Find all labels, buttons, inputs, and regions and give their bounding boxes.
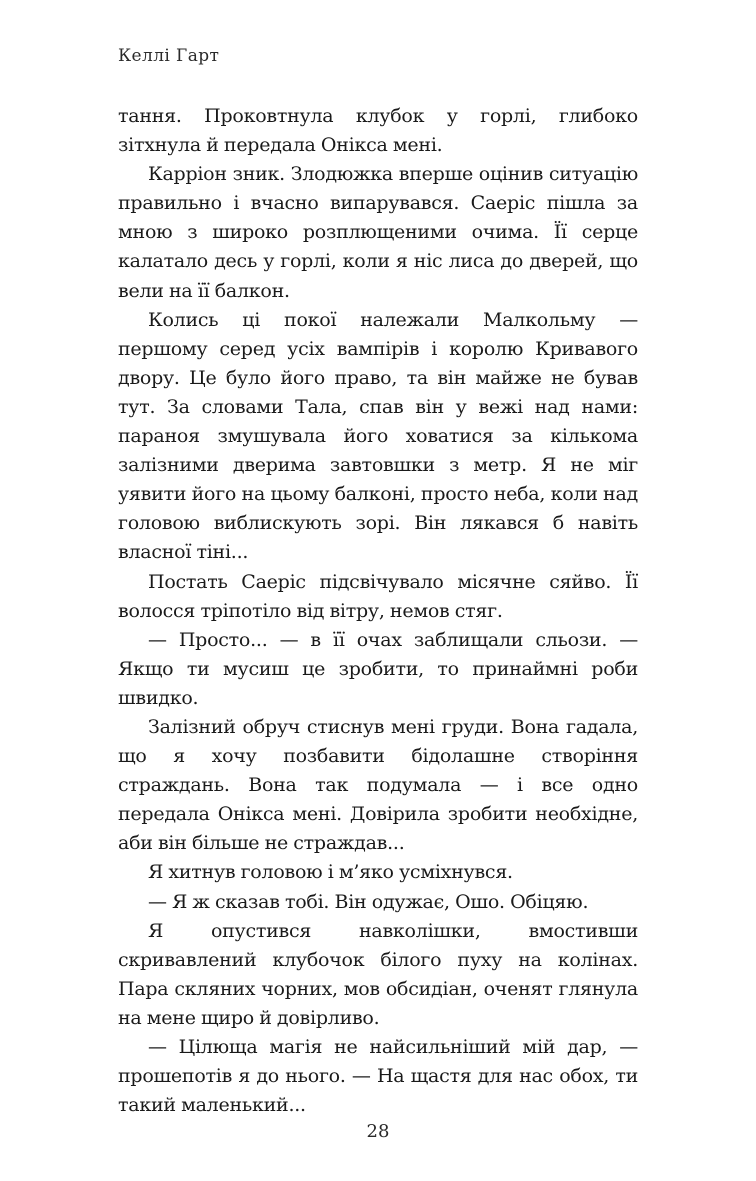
paragraph: тання. Проковтнула клубок у горлі, глибоко зітхнула й передала Онікса мені.	[118, 105, 638, 157]
paragraph: Колись ці покої належали Малкольму — першому серед усіх вампірів і королю Кривавого двору. Це було його право, та він майже не бував тут. За словами Тала, спав він у вежі над нами: параноя змушувала його ховатися за кількома залізними дверима завтовшки з метр. Я не міг уявити його на цьому балконі, просто неба, коли над головою виблискують зорі. Він лякався б навіть власної тіні...	[118, 308, 638, 564]
page-number: 28	[366, 1121, 390, 1142]
body-text	[118, 102, 638, 1120]
paragraph: Я хитнув головою і м’яко усміхнувся.	[148, 861, 513, 884]
paragraph: — Я ж сказав тобі. Він одужає, Ошо. Обіцяю.	[148, 890, 589, 913]
paragraph: Залізний обруч стиснув мені груди. Вона гадала, що я хочу позбавити бідолашне створіння страждань. Вона так подумала — і все одно передала Онікса мені. Довірила зробити необхідне, аби він більше не страждав...	[118, 715, 638, 855]
running-head: Келлі Гарт	[118, 46, 220, 66]
paragraph: Я опустився навколішки, вмостивши скривавлений клубочок білого пуху на колінах. Пара скляних чорних, мов обсидіан, оченят глянула на мене щиро й довірливо.	[118, 919, 638, 1029]
paragraph: Карріон зник. Злодюжка вперше оцінив ситуацію правильно і вчасно випарувався. Саеріс пішла за мною з широко розплющеними очима. Її серце калатало десь у горлі, коли я ніс лиса до дверей, що вели на її балкон.	[118, 163, 638, 302]
paragraph: Постать Саеріс підсвічувало місячне сяйво. Її волосся тріпотіло від вітру, немов стяг.	[118, 570, 638, 622]
paragraph: — Цілюща магія не найсильніший мій дар, — прошепотів я до нього. — На щастя для нас обох, ти такий маленький...	[118, 1036, 638, 1117]
paragraph: — Просто... — в її очах заблищали сльози. — Якщо ти мусиш це зробити, то принаймні роби швидко.	[118, 628, 638, 709]
